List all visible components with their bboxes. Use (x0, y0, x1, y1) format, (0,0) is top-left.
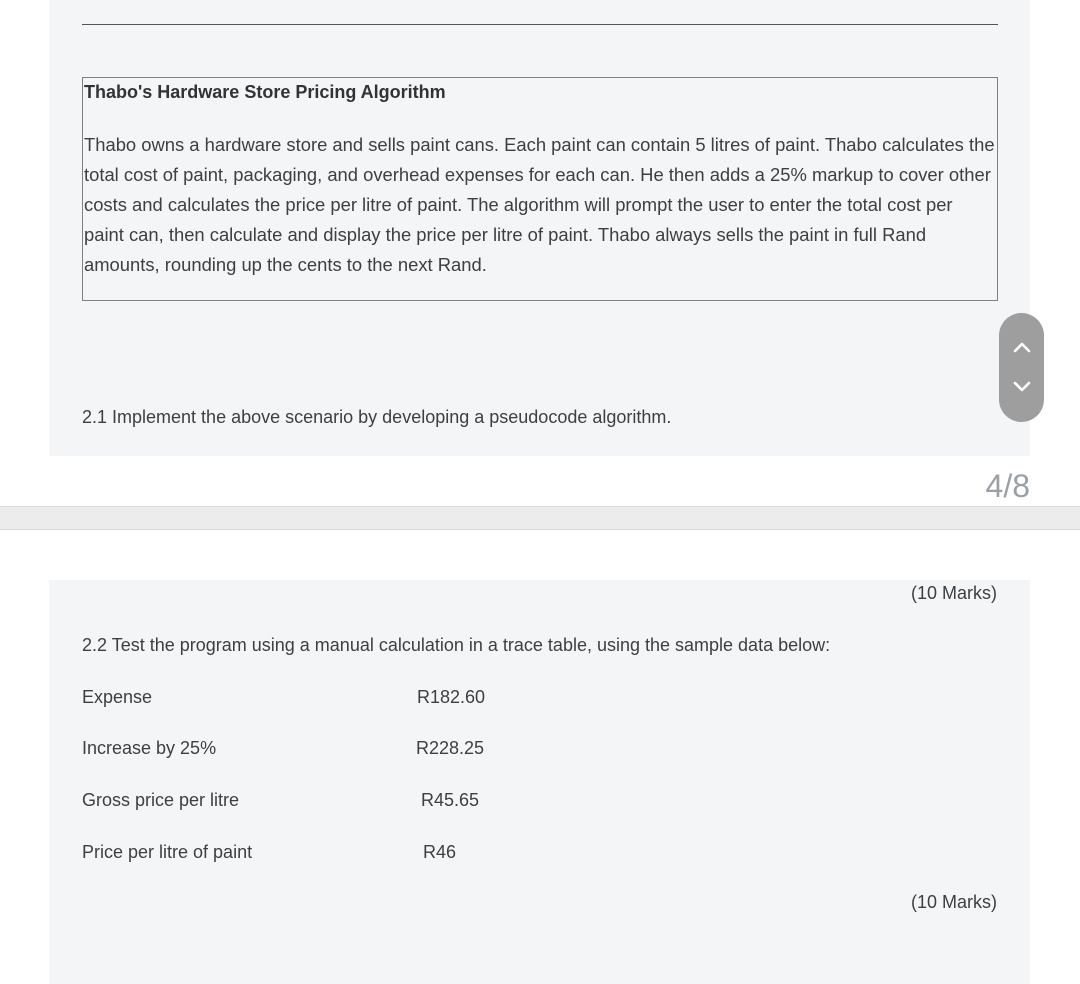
page-indicator: 4/8 (985, 468, 1030, 504)
sample-row-value: R228.25 (416, 738, 485, 758)
sample-row-label: Price per litre of paint (82, 842, 253, 862)
chevron-down-icon (1012, 380, 1032, 394)
scenario-box (82, 77, 998, 301)
document-page-section-1 (49, 0, 1030, 456)
sample-row-value: R45.65 (421, 790, 480, 810)
scenario-title: Thabo's Hardware Store Pricing Algorithm (84, 82, 446, 102)
sample-row-label: Gross price per litre (82, 790, 240, 810)
sample-row-label: Expense (82, 687, 153, 707)
question-2-1: 2.1 Implement the above scenario by developing a pseudocode algorithm. (82, 407, 672, 427)
page-separator (0, 506, 1080, 530)
chevron-up-icon (1012, 340, 1032, 354)
question-2-2: 2.2 Test the program using a manual calculation in a trace table, using the sample data below: (82, 635, 831, 655)
page-navigation-control (999, 313, 1044, 422)
marks-label-2-1: (10 Marks) (910, 583, 997, 603)
next-page-button[interactable] (999, 367, 1044, 407)
horizontal-rule (82, 24, 998, 25)
document-page-section-2 (49, 580, 1030, 984)
sample-row-label: Increase by 25% (82, 738, 217, 758)
previous-page-button[interactable] (999, 327, 1044, 367)
scenario-text: Thabo owns a hardware store and sells paint cans. Each paint can contain 5 litres of paint. Thabo calculates the total cost of paint, packaging, and overhead expenses for each can. He then adds a 25% markup to cover other costs and calculates the price per litre of paint. The algorithm will prompt the user to enter the total cost per paint can, then calculate and display the price per litre of paint. Thabo always sells the paint in full Rand amounts, rounding up the cents to the next Rand. (84, 134, 995, 275)
sample-row-value: R46 (423, 842, 457, 862)
marks-label-2-2: (10 Marks) (910, 892, 997, 912)
sample-row-value: R182.60 (417, 687, 486, 707)
